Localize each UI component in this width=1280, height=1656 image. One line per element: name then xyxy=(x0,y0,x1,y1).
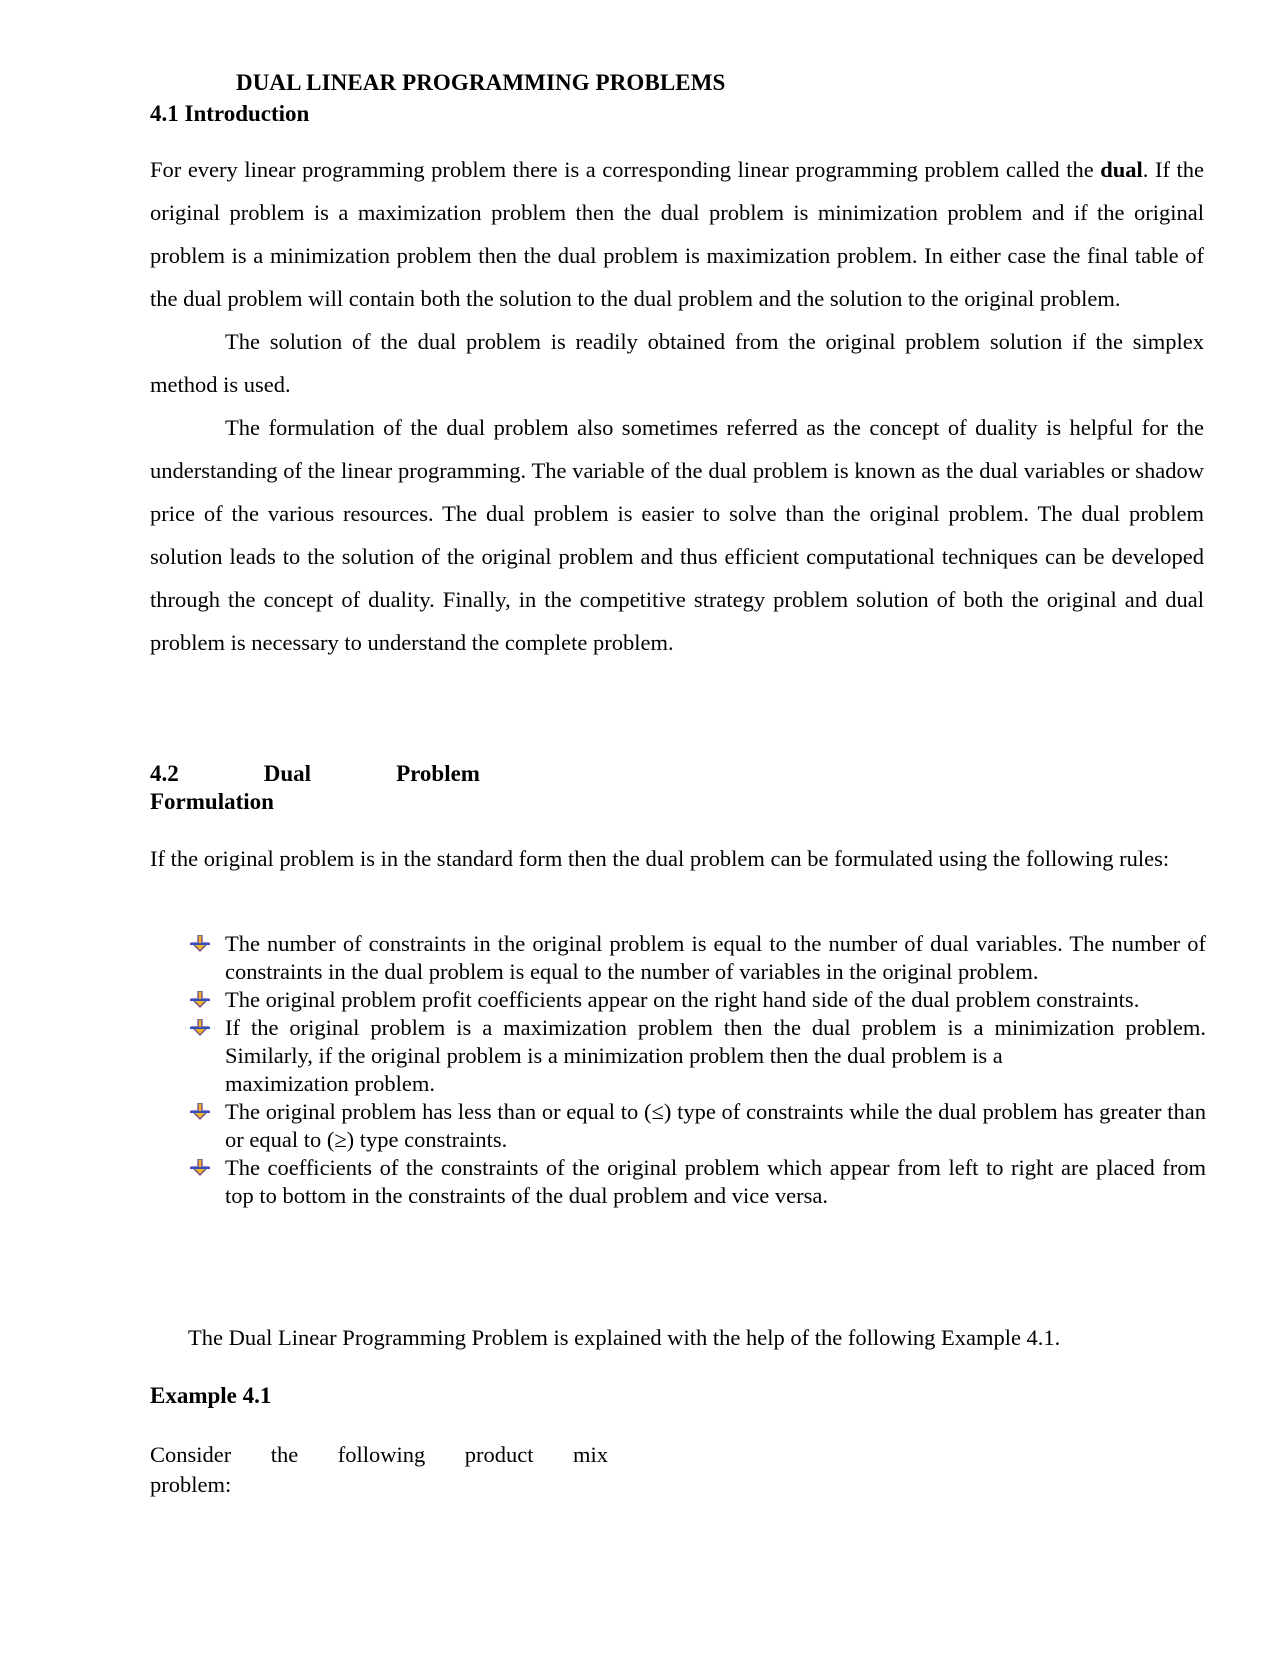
document-title: DUAL LINEAR PROGRAMMING PROBLEMS xyxy=(236,70,726,95)
example-word-last: problem: xyxy=(150,1472,232,1497)
dual-rules-list xyxy=(186,930,1206,1210)
intro-paragraph-3: The formulation of the dual problem also sometimes referred as the concept of duality is helpful for the understanding of the linear programming. The variable of the dual problem is known as the dual variables or shadow price of the various resources. The dual problem is easier to solve than the original problem. The dual problem solution leads to the solution of the original problem and thus efficient computational techniques can be developed through the concept of duality. Finally, in the competitive strategy problem solution of both the original and dual problem is necessary to understand the complete problem. xyxy=(150,415,1204,655)
heading-word-formulation: Formulation xyxy=(150,789,274,814)
rule-2-text: The original problem profit coefficients appear on the right hand side of the dual problem constraints. xyxy=(225,987,1140,1012)
rule-4-text: The original problem has less than or equal to (≤) type of constraints while the dual problem has greater than or equal to (≥) type constraints. xyxy=(225,1099,1206,1152)
intro-paragraph-1-text-a: For every linear programming problem there is a corresponding linear programming problem called the xyxy=(150,157,1101,182)
heading-word-dual: Dual xyxy=(263,761,312,786)
arrow-down-bullet-icon xyxy=(190,935,210,953)
example-description xyxy=(150,1440,608,1500)
section-heading-introduction: 4.1 Introduction xyxy=(150,101,310,126)
section-heading-dual-formulation xyxy=(150,760,490,816)
intro-paragraph-2: The solution of the dual problem is readily obtained from the original problem solution if the simplex method is used. xyxy=(150,329,1204,397)
example-word: following xyxy=(337,1442,426,1467)
intro-paragraph-1-text-b: . If the original problem is a maximization problem then the dual problem is minimization problem and if the original problem is a minimization problem then the dual problem is maximization problem. In either case the final table of the dual problem will contain both the solution to the dual problem and the solution to the original problem. xyxy=(150,157,1204,311)
example-word: product xyxy=(464,1442,534,1467)
example-intro-line: The Dual Linear Programming Problem is explained with the help of the following Example 4.1. xyxy=(188,1325,1061,1350)
example-word: the xyxy=(270,1442,299,1467)
rule-5-text: The coefficients of the constraints of the original problem which appear from left to right are placed from top to bottom in the constraints of the dual problem and vice versa. xyxy=(225,1155,1206,1208)
intro-paragraph-1 xyxy=(150,148,1204,320)
arrow-down-bullet-icon xyxy=(190,1159,210,1177)
arrow-down-bullet-icon xyxy=(190,1103,210,1121)
example-word: Consider xyxy=(150,1442,232,1467)
dual-term-bold: dual xyxy=(1100,157,1143,182)
list-item xyxy=(186,986,1206,1014)
rule-1-text: The number of constraints in the original problem is equal to the number of dual variables. The number of constraints in the dual problem is equal to the number of variables in the original problem. xyxy=(225,931,1206,984)
formulation-intro xyxy=(150,837,1204,880)
example-heading: Example 4.1 xyxy=(150,1383,272,1408)
list-item xyxy=(186,1098,1206,1154)
example-word: mix xyxy=(572,1442,608,1467)
list-item xyxy=(186,1154,1206,1210)
rule-3-text: If the original problem is a maximization problem then the dual problem is a minimization problem. Similarly, if the original problem is a minimization problem then the dual problem is a xyxy=(225,1015,1206,1068)
list-item xyxy=(186,930,1206,986)
arrow-down-bullet-icon xyxy=(190,991,210,1009)
section-number: 4.2 xyxy=(150,761,179,786)
heading-word-problem: Problem xyxy=(396,761,480,786)
list-item xyxy=(186,1014,1206,1098)
formulation-intro-paragraph: If the original problem is in the standard form then the dual problem can be formulated using the following rules: xyxy=(150,846,1170,871)
introduction-body xyxy=(150,148,1204,664)
rule-3-continuation: maximization problem. xyxy=(225,1071,435,1096)
arrow-down-bullet-icon xyxy=(190,1019,210,1037)
